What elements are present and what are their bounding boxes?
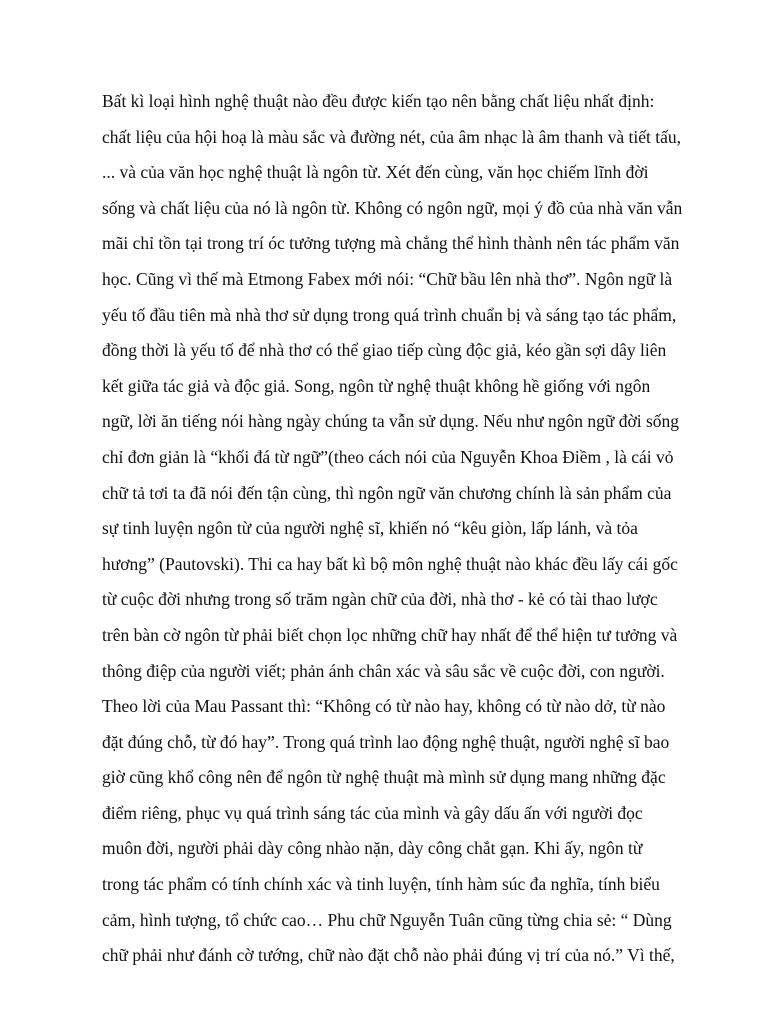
- text-line: trong tác phẩm có tính chính xác và tinh luyện, tính hàm súc đa nghĩa, tính biểu: [102, 874, 660, 895]
- text-line: trên bàn cờ ngôn từ phải biết chọn lọc những chữ hay nhất để thể hiện tư tưởng và: [102, 624, 678, 645]
- text-line: chất liệu của hội hoạ là màu sắc và đường nét, của âm nhạc là âm thanh và tiết tấu,: [102, 126, 682, 147]
- text-line: chữ tả tơi ta đã nói đến tận cùng, thì ngôn ngữ văn chương chính là sản phẩm của: [102, 482, 672, 503]
- text-line: chỉ đơn giản là “khối đá từ ngữ”(theo cách nói của Nguyễn Khoa Điềm , là cái vỏ: [102, 446, 674, 467]
- document-body-text: [102, 84, 702, 974]
- text-line: sống và chất liệu của nó là ngôn từ. Không có ngôn ngữ, mọi ý đồ của nhà văn vẫn: [102, 197, 683, 218]
- text-line: đồng thời là yếu tố để nhà thơ có thể giao tiếp cùng độc giả, kéo gần sợi dây liên: [102, 340, 667, 361]
- text-line: thông điệp của người viết; phản ánh chân xác và sâu sắc về cuộc đời, con người.: [102, 660, 665, 681]
- text-line: Theo lời của Mau Passant thì: “Không có từ nào hay, không có từ nào dở, từ nào: [102, 696, 666, 717]
- text-line: yếu tố đầu tiên mà nhà thơ sử dụng trong quá trình chuẩn bị và sáng tạo tác phẩm,: [102, 304, 677, 325]
- text-line: muôn đời, người phải dày công nhào nặn, dày công chắt gạn. Khi ấy, ngôn từ: [102, 838, 643, 859]
- text-line: cảm, hình tượng, tổ chức cao… Phu chữ Nguyễn Tuân cũng từng chia sẻ: “ Dùng: [102, 909, 672, 930]
- text-line: hương” (Pautovski). Thi ca hay bất kì bộ môn nghệ thuật nào khác đều lấy cái gốc: [102, 553, 678, 574]
- text-line: ... và của văn học nghệ thuật là ngôn từ. Xét đến cùng, văn học chiếm lĩnh đời: [102, 162, 649, 183]
- text-line: Bất kì loại hình nghệ thuật nào đều được kiến tạo nên bằng chất liệu nhất định:: [102, 91, 655, 111]
- text-line: sự tinh luyện ngôn từ của người nghệ sĩ, khiến nó “kêu giòn, lấp lánh, và tỏa: [102, 518, 638, 539]
- text-line: kết giữa tác giả và độc giả. Song, ngôn từ nghệ thuật không hề giống với ngôn: [102, 375, 651, 396]
- text-line: mãi chỉ tồn tại trong trí óc tưởng tượng mà chẳng thể hình thành nên tác phẩm văn: [102, 233, 680, 254]
- text-line: đặt đúng chỗ, từ đó hay”. Trong quá trình lao động nghệ thuật, người nghệ sĩ bao: [102, 731, 670, 752]
- text-line: chữ phải như đánh cờ tướng, chữ nào đặt chỗ nào phải đúng vị trí của nó.” Vì thế,: [102, 945, 675, 966]
- text-line: giờ cũng khổ công nên để ngôn từ nghệ thuật mà mình sử dụng mang những đặc: [102, 767, 666, 788]
- text-line: từ cuộc đời nhưng trong số trăm ngàn chữ của đời, nhà thơ - kẻ có tài thao lược: [102, 589, 658, 610]
- text-line: học. Cũng vì thế mà Etmong Fabex mới nói: “Chữ bầu lên nhà thơ”. Ngôn ngữ là: [102, 268, 673, 289]
- text-line: ngữ, lời ăn tiếng nói hàng ngày chúng ta vẫn sử dụng. Nếu như ngôn ngữ đời sống: [102, 411, 680, 432]
- text-line: điểm riêng, phục vụ quá trình sáng tác của mình và gây dấu ấn với người đọc: [102, 802, 643, 823]
